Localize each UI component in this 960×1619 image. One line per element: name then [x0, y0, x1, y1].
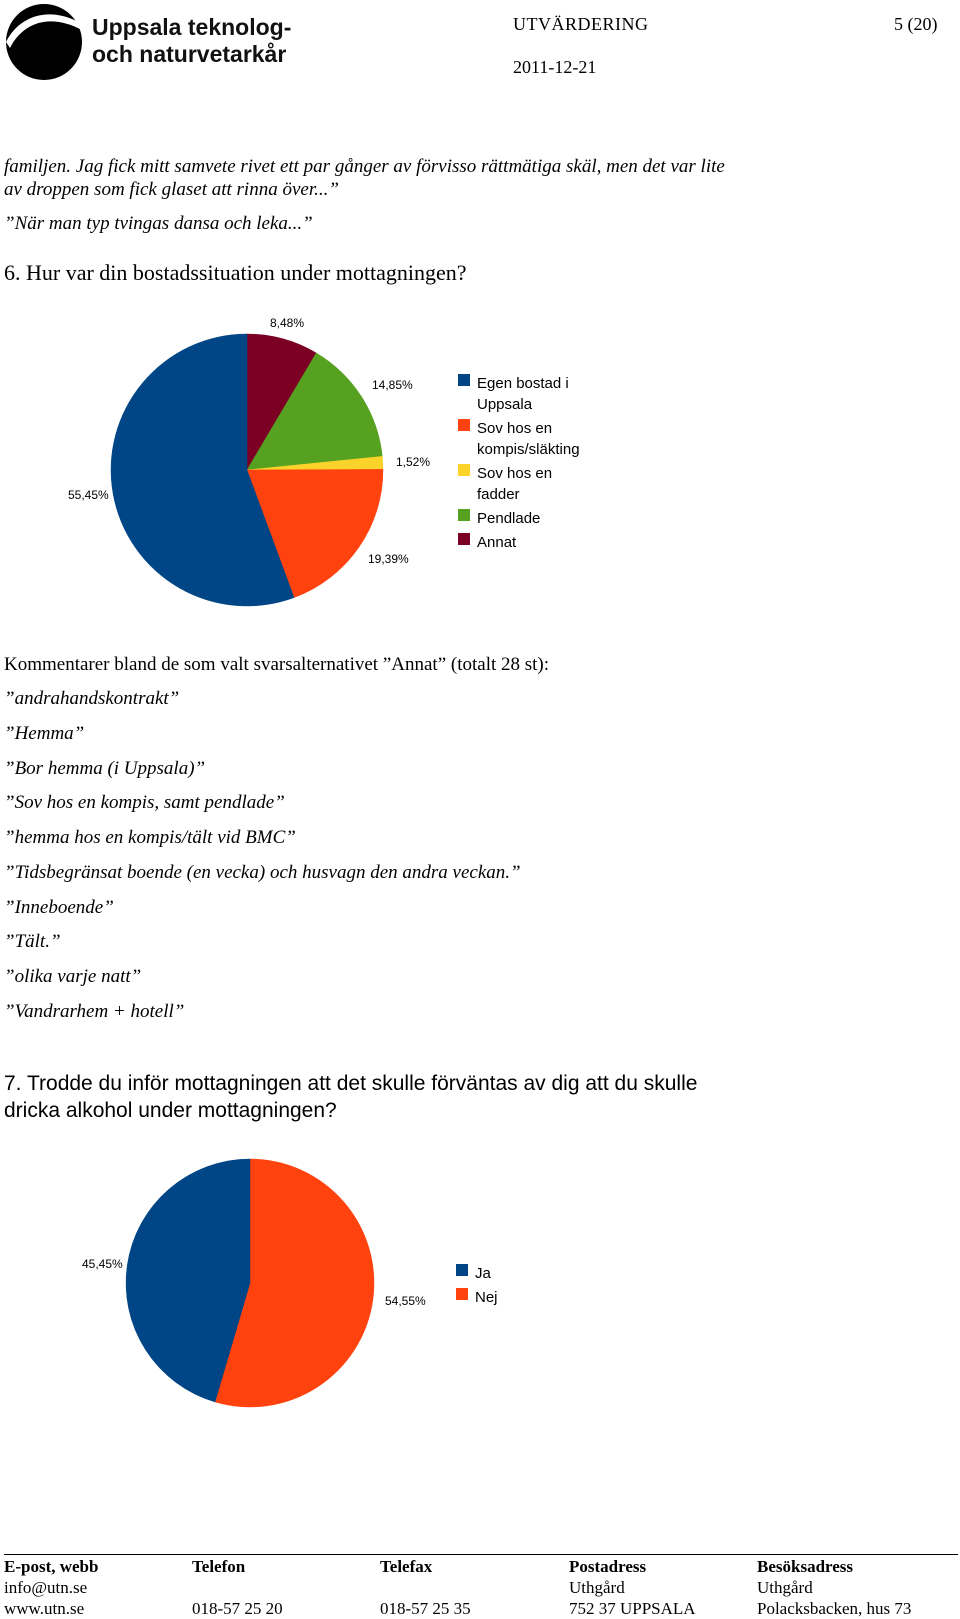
footer-heading: Postadress: [569, 1557, 647, 1576]
legend-label: Egen bostad i: [477, 375, 569, 392]
legend-item-annat: [458, 533, 517, 551]
logo-line-2: och naturvetarkår: [92, 41, 287, 67]
document-type: UTVÄRDERING: [513, 14, 649, 34]
footer-column-postal: [569, 1556, 696, 1619]
footer-column-visit: [757, 1556, 911, 1619]
footer-heading: Telefax: [380, 1557, 433, 1576]
intro-line-1: familjen. Jag fick mitt samvete rivet ett par gånger av förvisso rättmätiga skäl, men det var lite: [4, 156, 725, 177]
legend-swatch: [458, 419, 470, 431]
pie-legend: [456, 1264, 498, 1306]
legend-label: Nej: [475, 1289, 498, 1306]
pie-label-pendlade: 14,85%: [372, 378, 413, 392]
legend-label: Uppsala: [477, 396, 533, 413]
question-7-title-line-1: 7. Trodde du inför mottagningen att det skulle förväntas av dig att du skulle: [4, 1072, 698, 1095]
intro-quote: ”När man typ tvingas dansa och leka...”: [4, 213, 313, 234]
legend-swatch: [458, 464, 470, 476]
footer-heading: Besöksadress: [757, 1557, 854, 1576]
legend-item-ja: [456, 1264, 492, 1282]
legend-label: kompis/släkting: [477, 441, 580, 458]
footer-phone: 018-57 25 20: [192, 1599, 283, 1618]
footer-website[interactable]: www.utn.se: [4, 1599, 85, 1618]
legend-item-sov-hos-en-fadder: [458, 464, 552, 503]
footer-heading: E-post, webb: [4, 1557, 99, 1576]
legend-item-egen-bostad-i-uppsala: [458, 374, 569, 413]
comment-item: ”olika varje natt”: [4, 966, 142, 987]
alcohol-expectation-pie-chart: [0, 1140, 960, 1440]
comment-item: ”Inneboende”: [4, 897, 114, 918]
legend-label: Sov hos en: [477, 420, 553, 437]
pie-label-annat: 8,48%: [270, 316, 305, 330]
footer-postal-line-1: Uthgård: [569, 1578, 625, 1597]
legend-swatch: [458, 509, 470, 521]
legend-label: fadder: [477, 486, 520, 503]
legend-swatch: [458, 533, 470, 545]
legend-item-nej: [456, 1288, 498, 1306]
footer-column-email: [4, 1556, 98, 1619]
comment-item: ”hemma hos en kompis/tält vid BMC”: [4, 827, 296, 848]
legend-label: Pendlade: [477, 510, 541, 527]
pie-label-ja: 45,45%: [82, 1257, 123, 1271]
footer-divider: [4, 1554, 958, 1555]
legend-swatch: [456, 1288, 468, 1300]
page-number: 5 (20): [894, 14, 938, 34]
comment-item: ”Hemma”: [4, 723, 85, 744]
footer-column-phone: [192, 1556, 283, 1619]
question-6-title: 6. Hur var din bostadssituation under mottagningen?: [4, 260, 467, 285]
footer-fax: 018-57 25 35: [380, 1599, 471, 1618]
logo-text: [92, 14, 291, 68]
utn-logo-icon: [4, 2, 84, 82]
footer-column-fax: [380, 1556, 471, 1619]
pie-legend: [458, 374, 580, 551]
pie-slices: [126, 1159, 374, 1407]
footer-heading: Telefon: [192, 1557, 246, 1576]
comment-item: ”Vandrarhem + hotell”: [4, 1001, 185, 1022]
footer-visit-line-1: Uthgård: [757, 1578, 813, 1597]
comment-item: ”Sov hos en kompis, samt pendlade”: [4, 792, 285, 813]
logo-line-1: Uppsala teknolog-: [92, 14, 292, 40]
comments-intro: Kommentarer bland de som valt svarsalternativet ”Annat” (totalt 28 st):: [4, 654, 550, 675]
question-7-title-line-2: dricka alkohol under mottagningen?: [4, 1099, 337, 1122]
document-date: 2011-12-21: [513, 57, 597, 77]
footer-blank: [380, 1577, 471, 1598]
comment-item: ”Bor hemma (i Uppsala)”: [4, 758, 206, 779]
footer-blank: [192, 1577, 283, 1598]
intro-line-2: av droppen som fick glaset att rinna över...”: [4, 179, 339, 200]
legend-swatch: [458, 374, 470, 386]
pie-label-sov-hos-en-fadder: 1,52%: [396, 455, 431, 469]
footer-visit-line-2: Polacksbacken, hus 73: [757, 1599, 912, 1618]
footer-postal-line-2: 752 37 UPPSALA: [569, 1599, 696, 1618]
legend-swatch: [456, 1264, 468, 1276]
footer-email[interactable]: info@utn.se: [4, 1578, 88, 1597]
pie-label-egen-bostad-i-uppsala: 55,45%: [68, 488, 109, 502]
legend-label: Annat: [477, 534, 517, 551]
legend-label: Sov hos en: [477, 465, 553, 482]
pie-slices: [111, 334, 383, 606]
housing-pie-chart: [0, 300, 960, 620]
comment-item: ”Tält.”: [4, 931, 61, 952]
pie-label-sov-hos-en-kompis-sl-kting: 19,39%: [368, 552, 409, 566]
comment-item: ”andrahandskontrakt”: [4, 688, 180, 709]
legend-item-pendlade: [458, 509, 540, 527]
pie-label-nej: 54,55%: [385, 1294, 426, 1308]
legend-label: Ja: [475, 1265, 491, 1282]
legend-item-sov-hos-en-kompis-sl-kting: [458, 419, 580, 458]
comment-item: ”Tidsbegränsat boende (en vecka) och husvagn den andra veckan.”: [4, 862, 521, 883]
